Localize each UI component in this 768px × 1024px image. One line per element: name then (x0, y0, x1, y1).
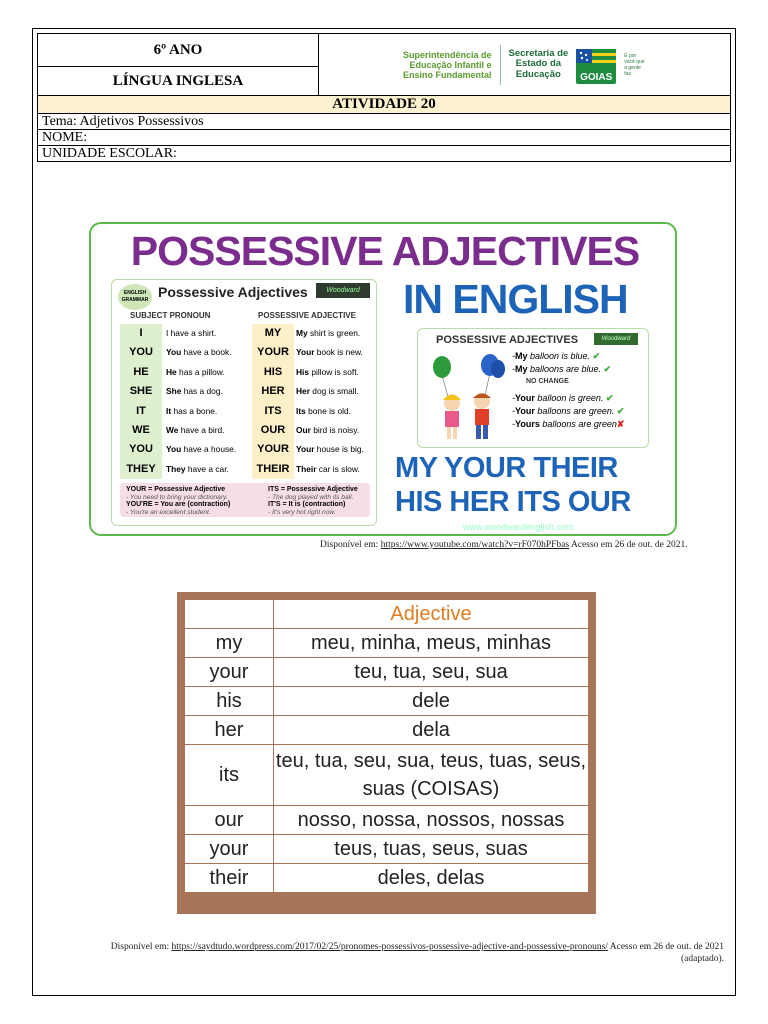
activity-title: ATIVIDADE 20 (38, 96, 731, 114)
no-change-label: NO CHANGE (526, 378, 569, 385)
pronoun-cell: his (185, 687, 274, 716)
possessive-adjective: HIS (263, 365, 283, 378)
possessive-adjective: ITS (264, 404, 282, 417)
balloon-line-4: -Your balloons are green. ✔ (512, 406, 625, 416)
possessive-sentence: Your book is new. (296, 347, 363, 358)
card-row (120, 440, 370, 459)
translation-cell: deles, delas (274, 864, 589, 893)
subject: LÍNGUA INGLESA (38, 67, 319, 96)
subject-sentence: You have a house. (166, 444, 237, 455)
citation-2: Disponível em: https://saydtudo.wordpress.com/2017/02/25/pronomes-possessivos-possessive-adjective-and-possessive-pronouns/ Acesso em 26 de out. de 2021 (110, 942, 724, 952)
card-row (120, 363, 370, 382)
pronoun-cell: their (185, 864, 274, 893)
subject-sentence: We have a bird. (166, 424, 225, 435)
pronoun-cell: your (185, 658, 274, 687)
goias-logo: GOIAS (576, 46, 616, 84)
words-row-2: HIS HER ITS OUR (395, 486, 631, 518)
translation-cell: dela (274, 716, 589, 745)
name-line: NOME: (38, 130, 731, 146)
possessive-sentence: Their car is slow. (296, 463, 360, 474)
subject-pronoun: I (139, 327, 143, 339)
subject-pronoun: YOU (129, 443, 153, 456)
grammar-card (111, 279, 377, 526)
subject-pronoun: YOU (129, 346, 153, 359)
goias-flag-icon (576, 49, 616, 71)
table-row (185, 835, 589, 864)
pronoun-cell: your (185, 835, 274, 864)
possessive-adjective: HER (261, 385, 285, 398)
kids-with-balloons-illustration (426, 353, 512, 443)
card-footnote: YOUR = Possessive Adjective - You need to bring your dictionary. YOU'RE = You are (contraction) - You're an excellent student. ITS = Possessive Adjective - The dog played with its ball. IT'S = It is (contraction) - It's very hot right now. (120, 483, 370, 517)
subject-pronoun: IT (136, 404, 146, 417)
table-row (185, 806, 589, 835)
table-row (185, 658, 589, 687)
possessive-adjective: YOUR (257, 443, 289, 456)
card-row (120, 382, 370, 401)
pronoun-cell: our (185, 806, 274, 835)
table-row (185, 716, 589, 745)
card-rows (120, 324, 370, 479)
citation-2-link[interactable]: https://saydtudo.wordpress.com/2017/02/25/pronomes-possessivos-possessive-adjective-and-possessive-pronouns/ (171, 942, 608, 952)
adjective-table-header: Adjective (274, 600, 589, 629)
citation-1: Disponível em: https://www.youtube.com/watch?v=rF070hPFbas Acesso em 26 de out. de 2021. (320, 540, 688, 550)
brand-logo: Woodward (316, 283, 370, 298)
goias-tagline: É por você que a gente faz (624, 52, 645, 77)
citation-1-link[interactable]: https://www.youtube.com/watch?v=rF070hPFbas (380, 540, 570, 550)
card-row (120, 460, 370, 479)
infographic-title: POSSESSIVE ADJECTIVES (130, 228, 640, 274)
citation-2-note: (adaptado). (681, 954, 724, 964)
pronoun-cell: its (185, 745, 274, 806)
balloon-line-5: -Yours balloons are green✘ (512, 419, 625, 429)
translation-cell: teus, tuas, seus, suas (274, 835, 589, 864)
possessive-sentence: My shirt is green. (296, 328, 361, 338)
grade: 6º ANO (38, 34, 319, 67)
balloon-line-1: -My balloon is blue. ✔ (512, 351, 601, 361)
possessive-adjective: OUR (260, 423, 286, 436)
balloon-line-3: -Your balloon is green. ✔ (512, 393, 614, 403)
table-row (185, 864, 589, 893)
adjective-table-header-blank (185, 600, 274, 629)
balloon-card-title: POSSESSIVE ADJECTIVES (436, 334, 579, 346)
translation-cell: teu, tua, seu, sua (274, 658, 589, 687)
subject-sentence: I have a shirt. (166, 328, 217, 338)
pronoun-cell: my (185, 629, 274, 658)
possessive-sentence: Her dog is small. (296, 386, 359, 397)
card-row (120, 402, 370, 421)
english-grammar-badge: ENGLISH GRAMMAR (118, 284, 152, 310)
possessive-sentence: Its bone is old. (296, 405, 351, 416)
subject-sentence: She has a dog. (166, 386, 223, 397)
subject-pronoun: WE (132, 423, 150, 436)
table-row (185, 629, 589, 658)
secretaria-logo: Secretaria de Estado da Educação (508, 47, 569, 80)
possessive-adjective: MY (264, 327, 282, 339)
subject-pronoun-header: SUBJECT PRONOUN (130, 311, 211, 320)
subject-pronoun: HE (133, 365, 149, 378)
subject-pronoun: SHE (129, 385, 153, 398)
theme-line: Tema: Adjetivos Possessivos (38, 114, 731, 130)
possessive-sentence: Our bird is noisy. (296, 424, 360, 435)
header-table (37, 33, 731, 162)
possessive-sentence: His pillow is soft. (296, 366, 359, 377)
subject-sentence: He has a pillow. (166, 366, 225, 377)
card-row (120, 421, 370, 440)
superintendencia-logo: Superintendência de Educação Infantil e Ensino Fundamental (403, 49, 492, 80)
card-title: Possessive Adjectives (158, 284, 308, 300)
balloon-card (417, 328, 649, 448)
translation-cell: teu, tua, seu, sua, teus, tuas, seus, suas (COISAS) (274, 745, 589, 806)
possessive-adjective: THEIR (256, 462, 290, 475)
infographic-subtitle: IN ENGLISH (403, 276, 628, 322)
subject-sentence: They have a car. (166, 463, 229, 474)
table-row (185, 745, 589, 806)
possessive-adjective: YOUR (257, 346, 289, 359)
card-row (120, 343, 370, 362)
balloon-brand-logo: Woodward (594, 333, 638, 345)
card-row (120, 324, 370, 343)
school-line: UNIDADE ESCOLAR: (38, 146, 731, 162)
logo-divider (500, 45, 501, 85)
possessive-adjective-header: POSSESSIVE ADJECTIVE (258, 311, 356, 320)
translation-cell: meu, minha, meus, minhas (274, 629, 589, 658)
table-row (185, 687, 589, 716)
adjective-table (184, 599, 589, 893)
balloon-line-2: -My balloons are blue. ✔ (512, 364, 612, 374)
translation-cell: nosso, nossa, nossos, nossas (274, 806, 589, 835)
subject-sentence: You have a book. (166, 347, 232, 358)
subject-sentence: It has a bone. (166, 405, 218, 416)
words-row-1: MY YOUR THEIR (395, 452, 618, 484)
site-url: www.woodwardenglish.com (463, 522, 574, 532)
logos-cell (319, 34, 731, 96)
pronoun-cell: her (185, 716, 274, 745)
possessive-sentence: Your house is big. (296, 444, 364, 455)
subject-pronoun: THEY (126, 462, 156, 475)
translation-cell: dele (274, 687, 589, 716)
possessive-infographic (89, 222, 677, 536)
